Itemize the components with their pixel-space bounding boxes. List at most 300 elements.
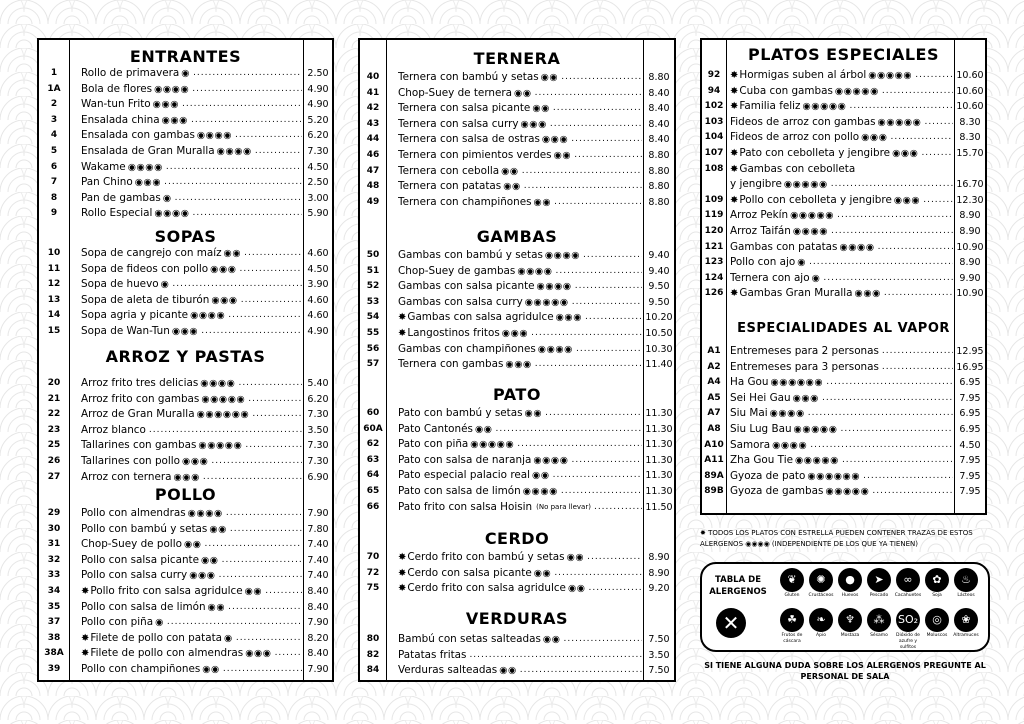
item-number: 42 bbox=[366, 103, 380, 114]
item-number: 121 bbox=[704, 241, 724, 252]
allergen-moluscos-icon bbox=[923, 608, 951, 639]
item-name-wrap bbox=[398, 663, 642, 679]
item-number: A4 bbox=[707, 377, 721, 388]
item-price: 4.50 bbox=[307, 263, 329, 275]
item-name: Pollo con ajo bbox=[730, 256, 796, 269]
allergen-icons: ◉◉ bbox=[244, 586, 263, 597]
item-name: Fideos de arroz con gambas bbox=[730, 115, 876, 128]
menu-item bbox=[360, 132, 674, 148]
item-name-wrap bbox=[730, 438, 953, 454]
item-name: Filete de pollo con almendras bbox=[90, 647, 244, 660]
menu-item bbox=[39, 376, 332, 392]
allergen-gluten-icon bbox=[778, 568, 806, 599]
star-icon: ✸ bbox=[730, 85, 739, 97]
item-price: 7.90 bbox=[307, 617, 329, 629]
item-price: 11.30 bbox=[645, 486, 673, 497]
allergen-icons: ◉◉◉◉ bbox=[190, 310, 226, 322]
item-name: Fideos de arroz con pollo bbox=[730, 131, 860, 144]
menu-item bbox=[360, 406, 674, 422]
item-price: 7.90 bbox=[307, 508, 329, 519]
item-name: Arroz frito con gambas bbox=[81, 392, 200, 405]
item-name: Ternera con champiñones bbox=[398, 195, 532, 208]
dot-leader bbox=[193, 206, 302, 222]
item-price: 7.40 bbox=[307, 554, 329, 566]
allergen-glyph: ◎ bbox=[925, 608, 949, 632]
menu-item bbox=[360, 453, 674, 469]
allergen-label: Lácteos bbox=[957, 593, 975, 598]
item-number: 108 bbox=[704, 163, 724, 174]
item-name-wrap bbox=[730, 162, 953, 178]
allergen-icons: ◉◉◉◉ bbox=[196, 130, 233, 142]
item-name-wrap bbox=[398, 70, 642, 86]
allergen-icons: ◉◉ bbox=[542, 634, 561, 645]
menu-item bbox=[360, 195, 674, 211]
item-number: 6 bbox=[50, 161, 58, 172]
menu-item bbox=[360, 468, 674, 484]
dot-leader bbox=[585, 310, 642, 326]
item-number: 55 bbox=[366, 328, 380, 338]
menu-item bbox=[39, 537, 332, 553]
item-name-wrap bbox=[81, 584, 302, 600]
menu-item bbox=[360, 357, 674, 373]
allergen-frutos-de-cascara-icon bbox=[778, 608, 806, 645]
item-number: 63 bbox=[366, 454, 380, 465]
item-number: 57 bbox=[366, 359, 380, 370]
menu-column-1 bbox=[37, 38, 334, 682]
dot-leader bbox=[164, 175, 302, 191]
item-name: Pan de gambas bbox=[81, 191, 161, 204]
section-title-platos-especiales: PLATOS ESPECIALES bbox=[747, 45, 939, 64]
item-number: 124 bbox=[704, 272, 724, 283]
menu-item bbox=[702, 84, 985, 100]
menu-item bbox=[702, 99, 985, 115]
item-number: 9 bbox=[50, 208, 58, 219]
item-number: 75 bbox=[366, 583, 380, 594]
menu-item bbox=[39, 246, 332, 262]
item-number: 2 bbox=[50, 99, 58, 110]
item-price: 8.30 bbox=[959, 116, 981, 128]
dot-leader bbox=[517, 437, 642, 453]
star-icon: ✸ bbox=[398, 552, 407, 563]
menu-item bbox=[702, 224, 985, 240]
menu-item bbox=[39, 277, 332, 293]
item-name: Gambas con champiñones bbox=[398, 342, 536, 355]
item-name: Pollo con cebolleta y jengibre bbox=[739, 193, 892, 206]
menu-item bbox=[702, 208, 985, 224]
item-price: 8.90 bbox=[648, 552, 670, 563]
menu-item bbox=[702, 255, 985, 271]
item-number: 7 bbox=[50, 177, 58, 188]
menu-item bbox=[702, 177, 985, 193]
menu-item bbox=[39, 160, 332, 176]
item-name: Pollo con salsa de limón bbox=[81, 600, 206, 613]
item-name-wrap bbox=[398, 500, 642, 516]
item-name-wrap bbox=[81, 308, 302, 324]
dot-leader bbox=[203, 470, 302, 486]
item-name-wrap bbox=[730, 193, 953, 209]
allergen-mostaza-icon bbox=[836, 608, 864, 639]
dot-leader bbox=[872, 484, 953, 500]
item-price: 10.60 bbox=[956, 101, 984, 113]
allergen-icons: ◉◉◉ bbox=[505, 359, 532, 371]
item-price: 7.30 bbox=[307, 440, 329, 452]
item-name: Pato con piña bbox=[398, 438, 469, 451]
item-number: 109 bbox=[704, 194, 724, 205]
item-name-wrap bbox=[81, 662, 302, 678]
dot-leader bbox=[193, 66, 302, 82]
allergen-icons: ◉◉ bbox=[567, 583, 586, 595]
dot-leader bbox=[241, 293, 302, 309]
item-number: 46 bbox=[366, 150, 380, 160]
menu-item bbox=[360, 164, 674, 180]
menu-item bbox=[39, 470, 332, 486]
item-name-wrap bbox=[81, 97, 302, 113]
dot-leader bbox=[201, 324, 302, 340]
menu-item bbox=[702, 375, 985, 391]
allergen-icons: ◉◉◉ bbox=[893, 194, 921, 206]
allergen-icons: ◉◉ bbox=[532, 103, 550, 115]
allergen-footnote bbox=[700, 528, 990, 550]
star-icon: ✸ bbox=[398, 328, 407, 339]
item-price: 5.40 bbox=[307, 378, 329, 389]
item-name: Pollo con salsa curry bbox=[81, 569, 188, 582]
allergen-icons: ◉◉◉◉◉ bbox=[802, 101, 847, 113]
item-price: 4.50 bbox=[959, 439, 981, 451]
dot-leader bbox=[245, 438, 302, 454]
dot-leader bbox=[863, 469, 953, 485]
item-number: 104 bbox=[704, 132, 724, 143]
item-name-wrap bbox=[398, 117, 642, 133]
dot-leader bbox=[553, 468, 642, 484]
allergen-icons: ◉ bbox=[162, 192, 172, 204]
item-price: 6.20 bbox=[307, 130, 329, 142]
menu-item bbox=[360, 632, 674, 648]
item-name-wrap bbox=[730, 453, 953, 469]
menu-item bbox=[39, 454, 332, 470]
item-number: 50 bbox=[366, 250, 380, 260]
item-number: 1A bbox=[47, 83, 61, 94]
section-title-pato: PATO bbox=[493, 385, 541, 404]
item-name-wrap bbox=[730, 255, 953, 271]
item-price: 3.00 bbox=[307, 192, 329, 204]
item-name: Samora bbox=[730, 438, 771, 451]
item-number: 70 bbox=[366, 552, 380, 562]
allergen-icons: ◉◉ bbox=[499, 665, 517, 677]
item-number: 11 bbox=[47, 263, 61, 274]
allergen-icons: ◉◉◉◉◉ bbox=[470, 439, 515, 451]
item-number: 82 bbox=[366, 649, 380, 660]
item-price: 7.40 bbox=[307, 570, 329, 582]
item-name: Arroz con ternera bbox=[81, 470, 172, 483]
item-number: A10 bbox=[704, 439, 724, 450]
menu-item bbox=[39, 206, 332, 222]
item-name-wrap bbox=[398, 148, 642, 164]
section-title-especialidades-al-vapor: ESPECIALIDADES AL VAPOR bbox=[737, 321, 950, 336]
item-price: 3.50 bbox=[648, 649, 670, 661]
item-number: 33 bbox=[47, 570, 61, 581]
menu-item bbox=[39, 584, 332, 600]
dot-leader bbox=[561, 484, 642, 500]
star-icon: ✸ bbox=[398, 567, 407, 579]
item-number: 52 bbox=[366, 281, 380, 292]
item-price: 10.60 bbox=[956, 70, 984, 81]
allergen-icons: ◉◉◉ bbox=[173, 471, 200, 483]
menu-item bbox=[39, 600, 332, 616]
allergen-icons: ◉◉◉◉ bbox=[544, 250, 581, 261]
dot-leader bbox=[575, 279, 642, 295]
dot-leader bbox=[228, 308, 302, 324]
allergen-cacahuetes-icon bbox=[894, 568, 922, 599]
menu-item bbox=[702, 130, 985, 146]
menu-item bbox=[360, 86, 674, 102]
item-price: 2.50 bbox=[307, 177, 329, 189]
menu-item bbox=[39, 662, 332, 678]
item-price: 12.30 bbox=[956, 194, 984, 206]
item-name: Arroz blanco bbox=[81, 423, 146, 436]
item-number: 53 bbox=[366, 296, 380, 307]
dot-leader bbox=[572, 295, 642, 311]
item-name-wrap bbox=[81, 454, 302, 470]
item-price: 2.50 bbox=[307, 68, 329, 79]
dot-leader bbox=[211, 454, 302, 470]
allergen-icons: ◉◉◉◉◉ bbox=[783, 179, 828, 191]
allergen-icons: ◉◉ bbox=[202, 664, 220, 675]
item-number: 41 bbox=[366, 87, 380, 98]
allergen-icons: ◉◉ bbox=[514, 87, 532, 99]
item-name-wrap bbox=[81, 293, 302, 309]
allergen-soja-icon bbox=[923, 568, 951, 599]
item-number: A5 bbox=[707, 392, 721, 403]
menu-item bbox=[39, 175, 332, 191]
item-price: 9.50 bbox=[648, 296, 670, 308]
item-number: 119 bbox=[704, 210, 724, 221]
allergen-lacteos-icon bbox=[952, 568, 980, 599]
allergen-altramuces-icon bbox=[952, 608, 980, 639]
item-price: 4.60 bbox=[307, 248, 329, 259]
menu-item bbox=[39, 631, 332, 647]
allergen-icons: ◉◉◉◉ bbox=[517, 265, 553, 277]
item-name-wrap bbox=[730, 484, 953, 500]
star-icon: ✸ bbox=[730, 194, 739, 206]
item-name: Arroz Pekín bbox=[730, 209, 789, 222]
item-name: Gambas Gran Muralla bbox=[739, 287, 853, 300]
item-name: Pollo con salsa picante bbox=[81, 553, 200, 566]
allergen-label: Sésamo bbox=[870, 633, 888, 638]
allergen-glyph: ♨ bbox=[954, 568, 978, 592]
item-name-wrap bbox=[730, 391, 953, 407]
item-price: 10.90 bbox=[956, 241, 984, 253]
item-price: 8.40 bbox=[648, 118, 670, 130]
item-name-wrap bbox=[81, 206, 302, 222]
item-name-wrap bbox=[398, 310, 642, 326]
dot-leader bbox=[252, 407, 302, 423]
item-name-wrap bbox=[398, 86, 642, 102]
item-name-wrap bbox=[730, 177, 953, 193]
item-name-wrap bbox=[81, 615, 302, 631]
menu-item bbox=[702, 484, 985, 500]
menu-item bbox=[360, 566, 674, 582]
item-number: 30 bbox=[47, 523, 61, 534]
allergen-icons: ◉◉◉◉◉ bbox=[198, 440, 243, 452]
item-price: 7.50 bbox=[648, 634, 670, 645]
star-icon: ✸ bbox=[81, 586, 90, 597]
menu-item bbox=[360, 581, 674, 597]
allergen-icons: ◉◉ bbox=[503, 181, 521, 193]
allergen-icons: ◉◉◉◉ bbox=[200, 378, 236, 389]
item-name-wrap bbox=[81, 646, 302, 662]
item-number: 35 bbox=[47, 601, 61, 612]
item-price: 10.30 bbox=[645, 343, 673, 355]
item-price: 8.40 bbox=[648, 134, 670, 146]
allergen-icons: ◉◉◉◉◉◉ bbox=[807, 470, 861, 482]
item-number: 8 bbox=[50, 192, 58, 203]
item-number: 43 bbox=[366, 118, 380, 129]
item-price: 10.60 bbox=[956, 85, 984, 97]
dot-leader bbox=[823, 271, 953, 287]
item-number: 3 bbox=[50, 114, 58, 125]
dot-leader bbox=[882, 84, 953, 100]
item-name-wrap bbox=[81, 277, 302, 293]
menu-item bbox=[39, 646, 332, 662]
item-price: 10.90 bbox=[956, 288, 984, 300]
menu-item bbox=[702, 68, 985, 84]
item-name: Ha Gou bbox=[730, 376, 769, 389]
item-name-wrap bbox=[81, 128, 302, 144]
star-icon: ✸ bbox=[730, 70, 739, 81]
item-number: 103 bbox=[704, 116, 724, 127]
item-name-wrap bbox=[398, 422, 642, 438]
item-name: y jengibre bbox=[730, 178, 782, 191]
item-number: 102 bbox=[704, 101, 724, 112]
item-name: Pato con bambú y setas bbox=[398, 407, 523, 419]
dot-leader bbox=[849, 99, 953, 115]
allergen-icons: ◉◉◉ bbox=[861, 132, 888, 144]
item-price: 4.90 bbox=[307, 83, 329, 95]
allergen-icons: ◉◉◉◉◉ bbox=[793, 424, 838, 435]
allergen-icons: ◉ bbox=[224, 632, 233, 644]
item-name: Ternera con patatas bbox=[398, 180, 502, 193]
menu-column-3 bbox=[700, 38, 987, 515]
item-name: Langostinos fritos bbox=[407, 327, 500, 339]
item-name: Wan-tun Frito bbox=[81, 98, 151, 111]
item-number: 22 bbox=[47, 409, 61, 420]
item-name: Pollo con bambú y setas bbox=[81, 522, 208, 535]
item-price: 11.30 bbox=[645, 454, 673, 466]
allergen-glyph: ❀ bbox=[954, 608, 978, 632]
dot-leader bbox=[924, 115, 953, 131]
item-name-wrap bbox=[81, 537, 302, 553]
menu-item bbox=[39, 568, 332, 584]
footnote-text-2: (INDEPENDIENTE DE LOS QUE YA TIENEN) bbox=[771, 540, 918, 548]
menu-item bbox=[39, 97, 332, 113]
allergen-icons: ◉◉◉◉ bbox=[839, 241, 875, 253]
menu-item bbox=[702, 453, 985, 469]
item-name: Entremeses para 2 personas bbox=[730, 345, 879, 357]
menu-item bbox=[360, 101, 674, 117]
item-name: Bola de flores bbox=[81, 82, 153, 95]
item-number: 31 bbox=[47, 539, 61, 550]
item-name-wrap bbox=[398, 264, 642, 280]
allergen-glyph: ❦ bbox=[780, 568, 804, 592]
dot-leader bbox=[531, 326, 642, 342]
item-price: 8.40 bbox=[307, 648, 329, 660]
dot-leader bbox=[554, 195, 642, 211]
section-title-sopas: SOPAS bbox=[154, 227, 217, 246]
menu-item bbox=[360, 148, 674, 164]
allergen-label: Pescado bbox=[869, 593, 889, 598]
section-title-ternera: TERNERA bbox=[473, 49, 561, 68]
item-number: 10 bbox=[47, 248, 61, 258]
allergen-icons: ◉◉◉◉◉ bbox=[877, 116, 922, 128]
item-price: 9.40 bbox=[648, 250, 670, 261]
item-number: 39 bbox=[47, 664, 61, 674]
allergen-icons: ◉◉◉ bbox=[245, 648, 272, 660]
item-name-wrap bbox=[730, 130, 953, 146]
dot-leader bbox=[545, 406, 642, 422]
menu-item bbox=[360, 264, 674, 280]
item-name-wrap bbox=[730, 286, 953, 302]
item-name: Siu Lug Bau bbox=[730, 423, 792, 435]
allergen-icons: ◉◉◉◉ bbox=[533, 454, 569, 466]
item-name: Cuba con gambas bbox=[739, 84, 833, 97]
item-name-wrap bbox=[398, 566, 642, 582]
dot-leader bbox=[496, 422, 642, 438]
dot-leader bbox=[275, 646, 302, 662]
item-price: 7.90 bbox=[307, 664, 329, 675]
dot-leader bbox=[166, 160, 302, 176]
allergen-icons: ◉◉◉◉◉◉ bbox=[196, 409, 250, 421]
dot-leader bbox=[809, 255, 953, 271]
menu-item bbox=[39, 82, 332, 98]
item-price: 8.80 bbox=[648, 181, 670, 193]
dot-leader bbox=[235, 128, 302, 144]
item-name-wrap bbox=[398, 132, 642, 148]
item-name: Sopa de Wan-Tun bbox=[81, 325, 170, 337]
allergen-sesamo-icon bbox=[865, 608, 893, 639]
star-icon: ✸ bbox=[398, 583, 407, 595]
item-name-wrap bbox=[81, 506, 302, 522]
item-name-wrap bbox=[398, 581, 642, 597]
allergen-icons: ◉◉ bbox=[524, 408, 543, 419]
item-name-wrap bbox=[81, 470, 302, 486]
section-title-pollo: POLLO bbox=[154, 485, 217, 504]
menu-item bbox=[702, 271, 985, 287]
item-note: (No para llevar) bbox=[536, 502, 591, 511]
allergen-glyph: ⁂ bbox=[867, 608, 891, 632]
item-name-wrap bbox=[81, 600, 302, 616]
allergen-label: Cacahuetes bbox=[894, 593, 922, 598]
dot-leader bbox=[553, 101, 642, 117]
item-price: 3.50 bbox=[307, 424, 329, 436]
item-name: Chop-Suey de pollo bbox=[81, 538, 182, 551]
section-title-arroz-y-pastas: ARROZ Y PASTAS bbox=[105, 347, 266, 366]
section-title-cerdo: CERDO bbox=[484, 529, 550, 548]
allergen-icons: ◉◉◉◉ bbox=[537, 343, 573, 355]
item-price: 4.60 bbox=[307, 294, 329, 306]
item-number: 20 bbox=[47, 378, 61, 388]
star-icon: ✸ bbox=[398, 312, 407, 324]
allergen-icons: ◉◉◉◉ bbox=[536, 281, 572, 293]
item-price: 16.95 bbox=[956, 361, 984, 373]
item-name: Ensalada de Gran Muralla bbox=[81, 145, 215, 157]
dot-leader bbox=[192, 82, 302, 98]
dot-leader bbox=[574, 148, 642, 164]
allergen-icons: ◉◉◉ bbox=[189, 570, 216, 582]
item-name-wrap bbox=[398, 101, 642, 117]
item-number: A8 bbox=[707, 424, 721, 434]
item-number: 49 bbox=[366, 196, 380, 207]
dot-leader bbox=[921, 146, 953, 162]
